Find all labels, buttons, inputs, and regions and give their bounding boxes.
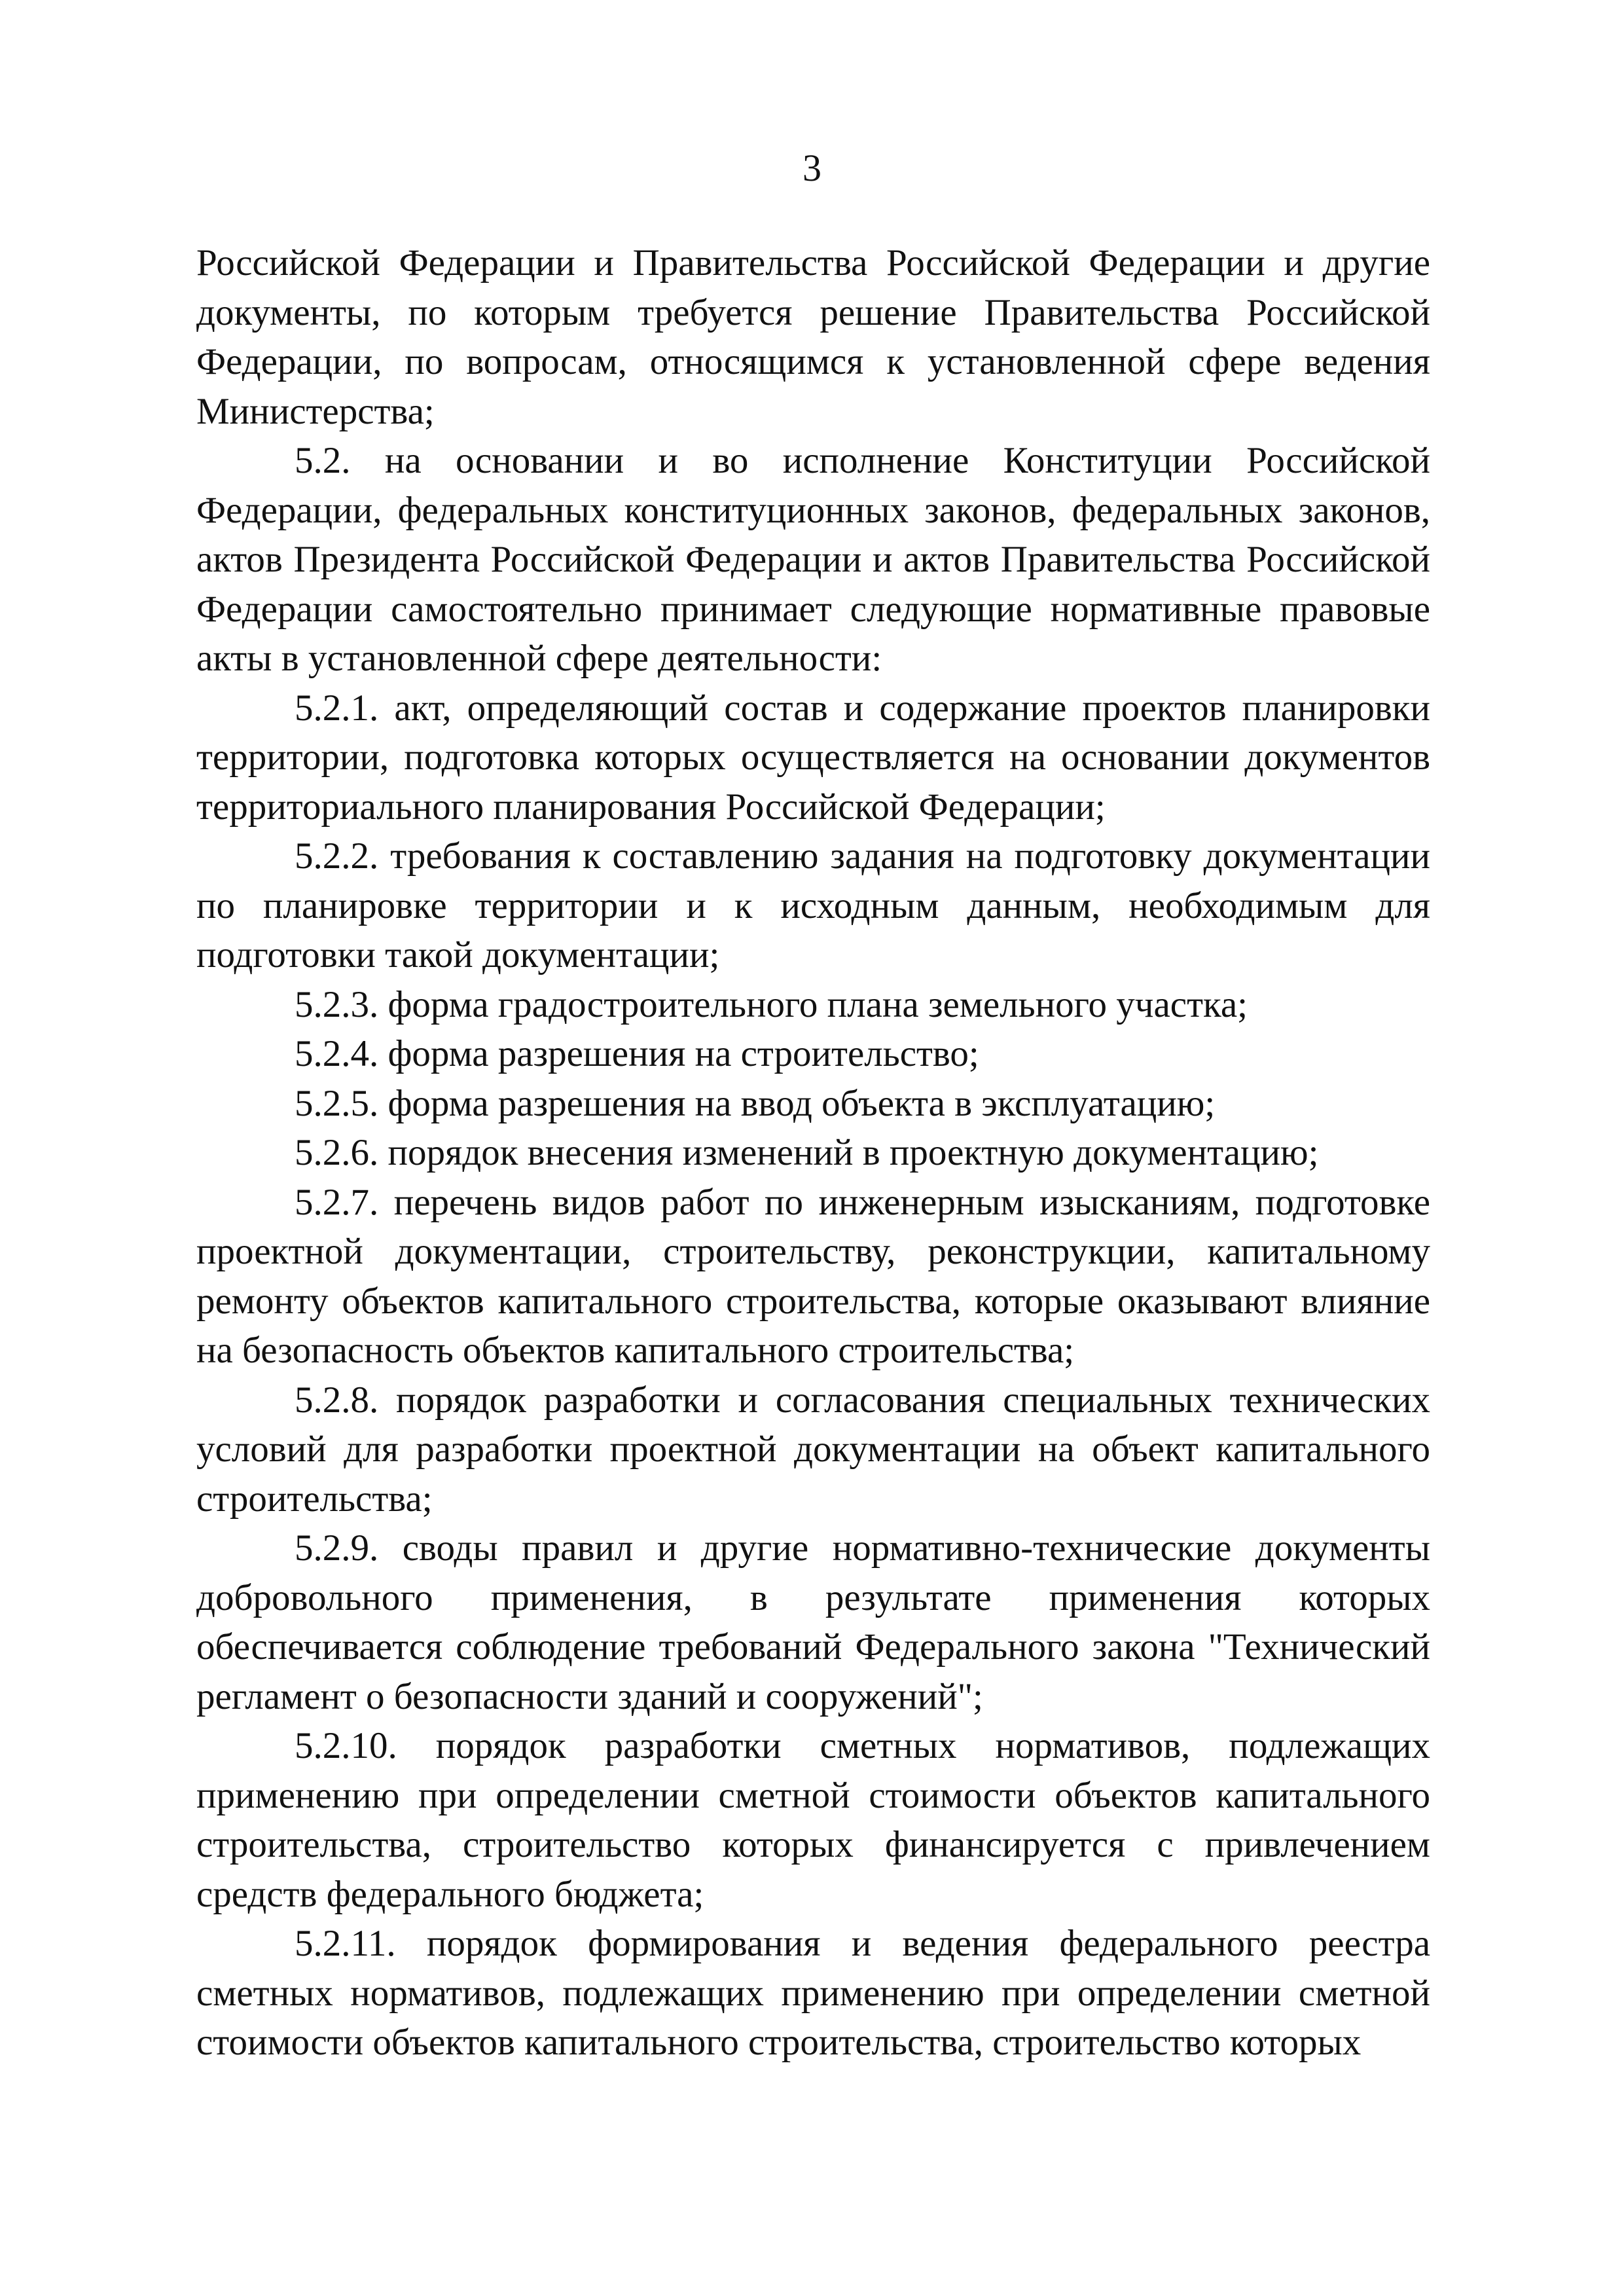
paragraph-5-2-2: 5.2.2. требования к составлению задания на подготовку документации по планировке территории и к исходным данным, необходимым для подготовки такой документации; <box>196 835 1430 975</box>
paragraph-5-2-3: 5.2.3. форма градостроительного плана земельного участка; <box>295 983 1248 1025</box>
paragraph-5-2-10: 5.2.10. порядок разработки сметных нормативов, подлежащих применению при определении сметной стоимости объектов капитального строительства, строительство которых финансируется с привлечением средств федерального бюджета; <box>196 1725 1430 1915</box>
paragraph-5-2-11: 5.2.11. порядок формирования и ведения федерального реестра сметных нормативов, подлежащих применению при определении сметной стоимости объектов капитального строительства, строительство которых <box>196 1923 1430 2063</box>
paragraph-5-2-5: 5.2.5. форма разрешения на ввод объекта в эксплуатацию; <box>295 1082 1216 1124</box>
paragraph-continuation: Российской Федерации и Правительства Российской Федерации и другие документы, по которым требуется решение Правительства Российской Федерации, по вопросам, относящимся к установленной сфере ведения Министерства; <box>196 242 1430 432</box>
paragraph-5-2-9: 5.2.9. своды правил и другие нормативно-технические документы добровольного применения, в результате применения которых обеспечивается соблюдение требований Федерального закона "Технический регламент о безопасности зданий и сооружений"; <box>196 1527 1430 1717</box>
paragraph-5-2-7: 5.2.7. перечень видов работ по инженерным изысканиям, подготовке проектной документации, строительству, реконструкции, капитальному ремонту объектов капитального строительства, которые оказывают влияние на безопасность объектов капитального строительства; <box>196 1181 1430 1371</box>
paragraph-5-2-4: 5.2.4. форма разрешения на строительство; <box>295 1033 979 1074</box>
document-body <box>196 238 1430 2068</box>
paragraph-5-2-8: 5.2.8. порядок разработки и согласования специальных технических условий для разработки проектной документации на объект капитального строительства; <box>196 1379 1430 1520</box>
page-number: 3 <box>803 147 821 189</box>
paragraph-5-2-1: 5.2.1. акт, определяющий состав и содержание проектов планировки территории, подготовка которых осуществляется на основании документов территориального планирования Российской Федерации; <box>196 687 1430 828</box>
paragraph-5-2-6: 5.2.6. порядок внесения изменений в проектную документацию; <box>295 1132 1319 1173</box>
paragraph-5-2: 5.2. на основании и во исполнение Конституции Российской Федерации, федеральных конституционных законов, федеральных законов, актов Президента Российской Федерации и актов Правительства Российской Федерации самостоятельно принимает следующие нормативные правовые акты в установленной сфере деятельности: <box>196 440 1430 679</box>
